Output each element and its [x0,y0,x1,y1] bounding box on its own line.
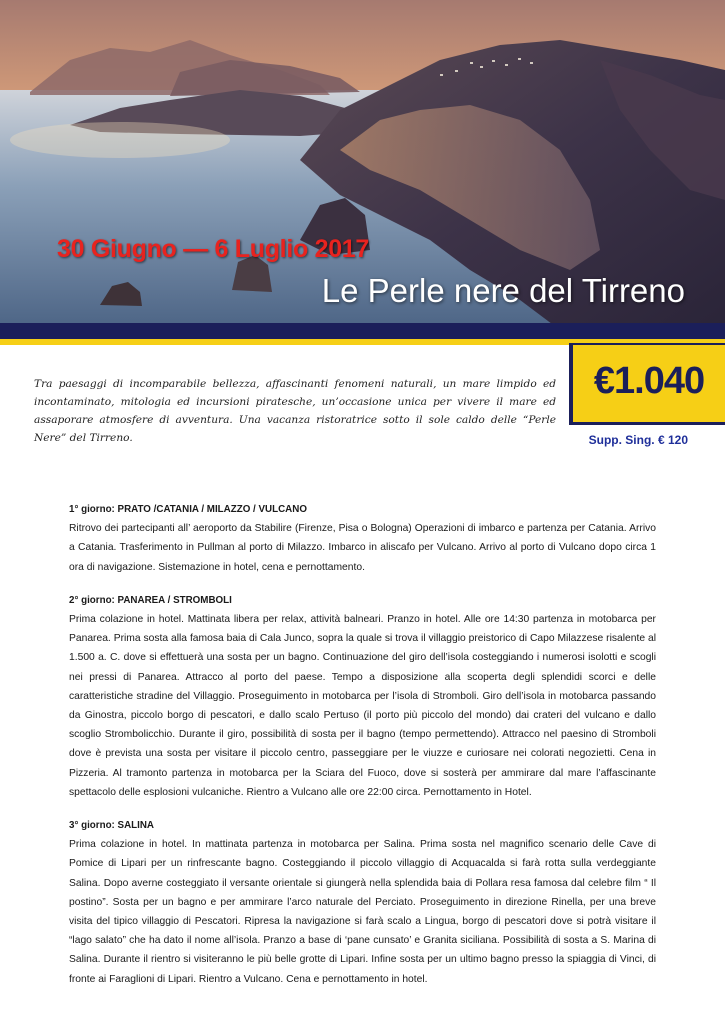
price-amount: €1.040 [593,360,705,402]
day-title: 2° giorno: PANAREA / STROMBOLI [69,594,232,606]
day-description: Prima colazione in hotel. In mattinata partenza in motobarca per Salina. Prima sosta nel magnifico scenario delle Cave di Pomice di Lipari per un rinfrescante bagno. Costeggiando il piccolo villaggio di Acquacalda si farà rotta sulla verdeggiante Salina. Dopo averne costeggiato il versante orientale si giungerà nella splendida baia di Pollara resa famosa dal celebre film “ Il postino”. Sosta per un bagno e per ammirare l’arco naturale del Perciato. Proseguimento in direzione Rinella, per una breve visita del tipico villaggio di Pescatori. Ripresa la navigazione si farà scalo a Lingua, borgo di pescatori dove si potrà visitare il “lago salato” che ha dato il nome all’isola. Pranzo a base di ‘pane cunsato’ e Granita siciliana. Possibilità di sosta a S. Marina di Salina. Durante il rientro si visiteranno le più belle grotte di Lipari. Infine sosta per un ultimo bagno presso la spiaggia di Vinci, di fronte ai Faraglioni di Lipari. Rientro a Vulcano. Cena e pernottamento in hotel. [69,839,656,985]
page-title: Le Perle nere del Tirreno [321,272,685,309]
itinerary-day [69,591,656,802]
itinerary-day [69,500,656,577]
itinerary-day [69,816,656,989]
intro-text: Tra paesaggi di incomparabile bellezza, affascinanti fenomeni naturali, un mare limpido ed incontaminato, mitologia ed incursioni piratesche, un’occasione unica per vivere il mare ed assaporare atmosfere di avventura. Una vacanza ristoratrice sotto il sole caldo delle “Perle Nere” del Tirreno. [34,377,556,444]
day-description: Prima colazione in hotel. Mattinata libera per relax, attività balneari. Pranzo in hotel. Alle ore 14:30 partenza in motobarca per Panarea. Prima sosta alla famosa baia di Cala Junco, sopra la quale si trova il villaggio preistorico di Capo Milazzese risalente al 1.500 a. C. dove si effettuerà una sosta per un bagno. Continuazione del giro dell’isola costeggiando i numerosi isolotti e scogli nei pressi di Panarea. Attracco al porto del paese. Tempo a disposizione alla scoperta degli splendidi scorci e delle caratteristiche stradine del Villaggio. Proseguimento in motobarca per l’isola di Stromboli. Giro dell’isola in motobarca passando da Ginostra, piccolo borgo di pescatori, e dallo scalo Pertuso (il porto più piccolo del mondo) dai crateri del vulcano e dallo scoglio Strombolicchio. Durante il giro, possibilità di sosta per il bagno (tempo permettendo). Attracco nel paesino di Stromboli dove è prevista una sosta per visitare il piccolo centro, passeggiare per le viuzze e curiosare nei colorati negozietti. Cena in Pizzeria. Al tramonto partenza in motobarca per la Sciara del Fuoco, dove si sosterà per ammirare dal mare l’affascinante spettacolo delle esplosioni vulcaniche. Rientro a Vulcano alle ore 22:00 circa. Pernottamento in Hotel. [69,614,656,798]
day-title: 1° giorno: PRATO /CATANIA / MILAZZO / VULCANO [69,504,307,515]
itinerary [69,500,656,1003]
header-band-navy [0,323,725,339]
single-supplement: Supp. Sing. € 120 [588,433,688,447]
hero-image [0,0,725,330]
day-description: Ritrovo dei partecipanti all’ aeroporto da Stabilire (Firenze, Pisa o Bologna) Operazioni di imbarco e partenza per Catania. Arrivo a Catania. Trasferimento in Pullman al porto di Milazzo. Imbarco in aliscafo per Vulcano. Arrivo al porto di Vulcano dopo circa 1 ora di navigazione. Sistemazione in hotel, cena e pernottamento. [69,523,656,573]
day-title: 3° giorno: SALINA [69,820,155,832]
travel-dates: 30 Giugno — 6 Luglio 2017 [57,235,370,263]
